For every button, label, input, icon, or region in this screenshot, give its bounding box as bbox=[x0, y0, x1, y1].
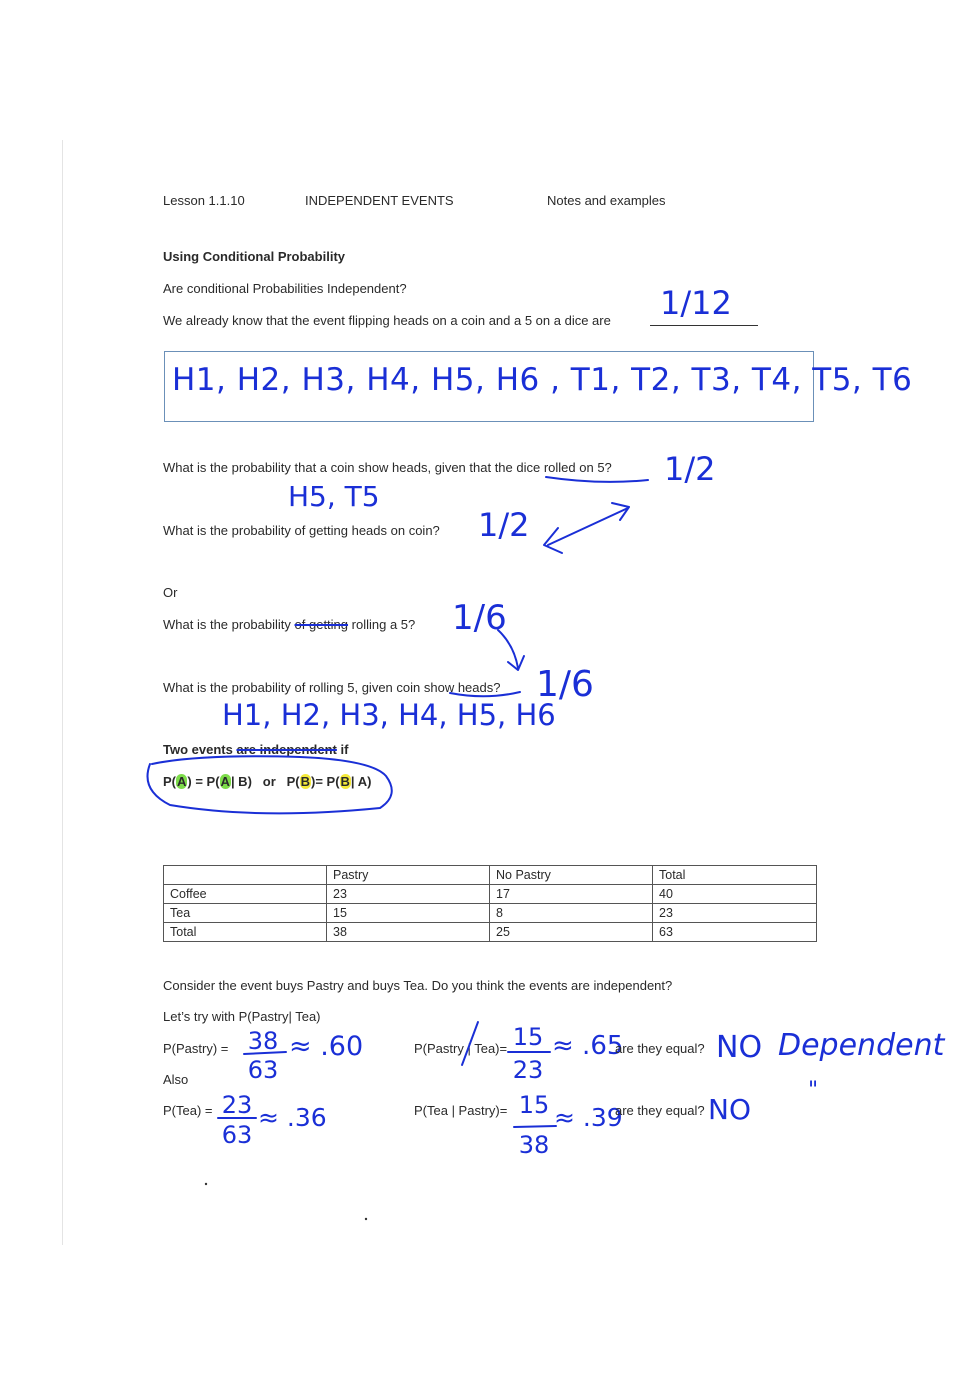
stray-dot bbox=[205, 1183, 207, 1185]
table-cell: 40 bbox=[653, 885, 817, 904]
handwritten-sample-space: H1, H2, H3, H4, H5, H6 , T1, T2, T3, T4, T5, T6 bbox=[172, 362, 913, 398]
p-pastry-denominator: 63 bbox=[247, 1056, 279, 1084]
highlight-a: A bbox=[177, 774, 187, 789]
handwritten-h-list: H1, H2, H3, H4, H5, H6 bbox=[222, 698, 556, 732]
section-heading: Using Conditional Probability bbox=[163, 249, 345, 264]
p-tea-given-pastry-value: ≈ .39 bbox=[554, 1103, 623, 1132]
formula-part: )= P( bbox=[310, 774, 340, 789]
table-cell: Coffee bbox=[164, 885, 327, 904]
table-cell: 23 bbox=[327, 885, 490, 904]
circle-formula bbox=[148, 756, 392, 813]
handwritten-half-2: 1/2 bbox=[478, 506, 530, 544]
table-cell: 23 bbox=[653, 904, 817, 923]
table-cell: 38 bbox=[327, 923, 490, 942]
stray-dot bbox=[365, 1218, 367, 1220]
lesson-topic: INDEPENDENT EVENTS bbox=[305, 193, 454, 208]
p-pastry-label: P(Pastry) = bbox=[163, 1041, 229, 1056]
table-cell: Total bbox=[164, 923, 327, 942]
table-cell: Tea bbox=[164, 904, 327, 923]
rule-struck: are independent bbox=[236, 742, 337, 757]
formula-part: P( bbox=[163, 774, 176, 789]
rule-suffix: if bbox=[340, 742, 349, 757]
rule-prefix: Two events bbox=[163, 742, 233, 757]
arrow-double-head bbox=[544, 503, 629, 553]
p-tea-numerator: 23 bbox=[221, 1091, 253, 1119]
p-tea-given-pastry-numerator: 15 bbox=[518, 1091, 550, 1119]
table-header-cell: Total bbox=[653, 866, 817, 885]
question-five-given-heads: What is the probability of rolling 5, given coin show heads? bbox=[163, 680, 501, 695]
or-label: Or bbox=[163, 585, 178, 600]
fraction-bar-tea-pastry bbox=[514, 1126, 556, 1127]
table-header-cell: No Pastry bbox=[490, 866, 653, 885]
table-cell: 17 bbox=[490, 885, 653, 904]
handwritten-no-1: NO bbox=[716, 1030, 763, 1065]
highlight-b: B bbox=[300, 774, 310, 789]
strike-pastry-tea bbox=[462, 1022, 478, 1065]
table-cell: 8 bbox=[490, 904, 653, 923]
question-rolling-post: rolling a 5? bbox=[351, 617, 416, 632]
lesson-number: Lesson 1.1.10 bbox=[163, 193, 245, 208]
handwritten-sixth-2: 1/6 bbox=[536, 664, 594, 705]
handwritten-h5-t5: H5, T5 bbox=[288, 480, 380, 513]
formula-part: ) = P( bbox=[187, 774, 220, 789]
p-tea-given-pastry-label: P(Tea | Pastry)= bbox=[414, 1103, 508, 1118]
p-pastry-numerator: 38 bbox=[247, 1027, 279, 1055]
handwritten-one-twelfth: 1/12 bbox=[660, 284, 732, 322]
p-tea-value: ≈ .36 bbox=[258, 1103, 327, 1132]
arrow-down-curve bbox=[498, 630, 524, 670]
table-cell: 63 bbox=[653, 923, 817, 942]
question-independent: Are conditional Probabilities Independent? bbox=[163, 281, 407, 296]
p-tea-label: P(Tea) = bbox=[163, 1103, 213, 1118]
question-rolling-pre: What is the probability bbox=[163, 617, 291, 632]
question-rolling-struck: of getting bbox=[294, 617, 349, 632]
p-pastry-given-tea-value: ≈ .65 bbox=[552, 1031, 624, 1061]
formula-part: | A) bbox=[350, 774, 372, 789]
are-they-equal-1: are they equal? bbox=[615, 1041, 705, 1056]
lesson-section: Notes and examples bbox=[547, 193, 666, 208]
also-label: Also bbox=[163, 1072, 189, 1087]
handwritten-sixth-1: 1/6 bbox=[452, 598, 507, 638]
p-tea-given-pastry-denominator: 38 bbox=[518, 1131, 550, 1159]
question-heads-given-five: What is the probability that a coin show heads, given that the dice rolled on 5? bbox=[163, 460, 612, 475]
underline-dice-rolled bbox=[546, 477, 648, 482]
p-pastry-given-tea-denominator: 23 bbox=[512, 1056, 544, 1084]
p-pastry-value: ≈ .60 bbox=[289, 1031, 364, 1062]
handwritten-dependent: Dependent bbox=[778, 1028, 945, 1063]
question-consider: Consider the event buys Pastry and buys Tea. Do you think the events are independent? bbox=[163, 978, 673, 993]
lets-try-label: Let’s try with P(Pastry| Tea) bbox=[163, 1009, 321, 1024]
table-header-cell: Pastry bbox=[327, 866, 490, 885]
highlight-b: B bbox=[340, 774, 350, 789]
p-pastry-given-tea-numerator: 15 bbox=[512, 1023, 544, 1051]
table-cell: 15 bbox=[327, 904, 490, 923]
p-pastry-given-tea-label: P(Pastry | Tea)= bbox=[414, 1041, 508, 1056]
handwritten-ditto: " bbox=[808, 1078, 819, 1103]
formula-part: | B) bbox=[230, 774, 252, 789]
handwritten-half-1: 1/2 bbox=[664, 450, 716, 488]
question-known: We already know that the event flipping heads on a coin and a 5 on a dice are bbox=[163, 313, 611, 328]
handwritten-no-2: NO bbox=[708, 1093, 751, 1126]
p-tea-denominator: 63 bbox=[221, 1121, 253, 1149]
underline-show-heads bbox=[450, 692, 520, 696]
highlight-a: A bbox=[220, 774, 230, 789]
question-heads: What is the probability of getting heads on coin? bbox=[163, 523, 440, 538]
are-they-equal-2: are they equal? bbox=[615, 1103, 705, 1118]
table-cell: 25 bbox=[490, 923, 653, 942]
fraction-bar-pastry bbox=[244, 1052, 286, 1054]
formula-part: P( bbox=[286, 774, 300, 789]
formula-or: or bbox=[262, 774, 276, 789]
